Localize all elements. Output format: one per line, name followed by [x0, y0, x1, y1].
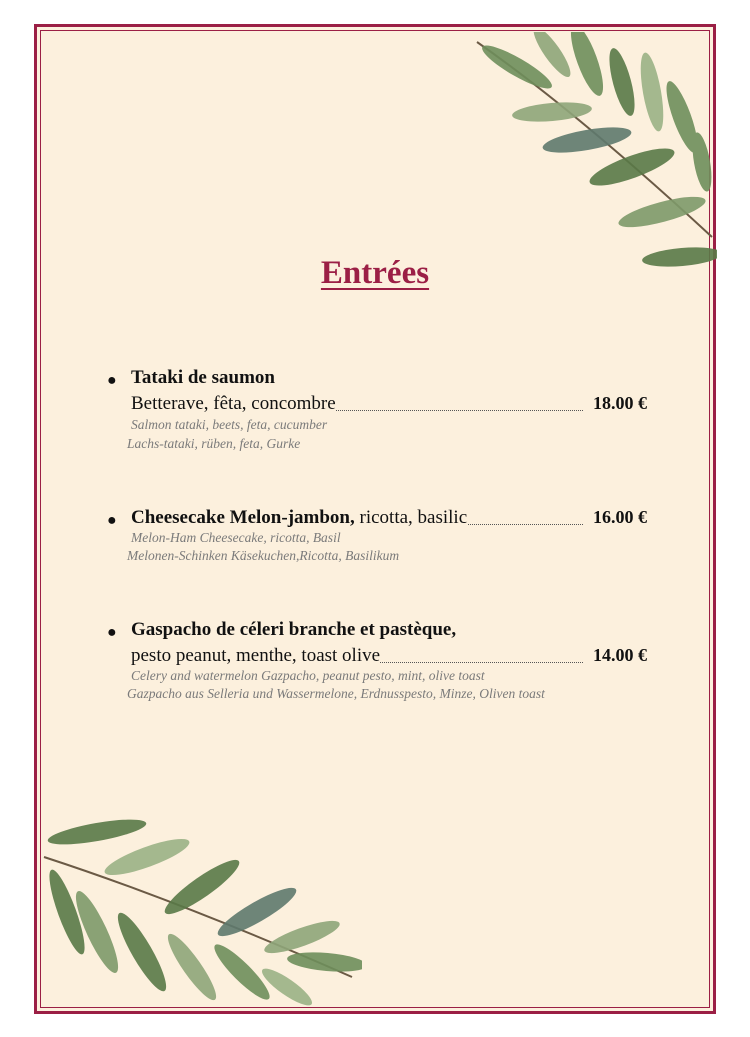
item-description: Betterave, fêta, concombre: [131, 393, 336, 414]
item-price: 14.00 €: [593, 645, 647, 665]
item-description: pesto peanut, menthe, toast olive: [131, 645, 381, 666]
olive-branch-bottom-icon: [42, 802, 362, 1007]
item-name-group: [131, 507, 467, 529]
bullet-icon: ●: [107, 624, 117, 641]
olive-branch-top-icon: [457, 32, 717, 277]
item-description-line: [131, 645, 647, 669]
item-english: Salmon tataki, beets, feta, cucumber: [131, 417, 328, 432]
page-title: Entrées: [320, 255, 430, 291]
bullet-icon: ●: [107, 372, 117, 389]
item-description: ricotta, basilic: [354, 507, 468, 528]
item-name: Tataki de saumon: [131, 367, 275, 388]
item-name: Cheesecake Melon-jambon,: [131, 507, 355, 528]
item-name-line: [131, 619, 647, 643]
item-price: 16.00 €: [593, 507, 647, 527]
item-german: Melonen-Schinken Käsekuchen,Ricotta, Basilikum: [127, 548, 400, 563]
menu-page: [34, 24, 716, 1014]
item-german: Gazpacho aus Selleria und Wassermelone, Erdnusspesto, Minze, Oliven toast: [127, 686, 545, 701]
bullet-icon: ●: [107, 512, 117, 529]
item-name-line: [131, 367, 647, 391]
item-price: 18.00 €: [593, 393, 647, 413]
item-name: Gaspacho de céleri branche et pastèque,: [131, 619, 457, 640]
item-german: Lachs-tataki, rüben, feta, Gurke: [127, 436, 301, 451]
item-english: Celery and watermelon Gazpacho, peanut pesto, mint, olive toast: [131, 668, 485, 683]
item-english: Melon-Ham Cheesecake, ricotta, Basil: [131, 530, 341, 545]
item-description-line: [131, 393, 647, 417]
item-name-line: [131, 507, 647, 531]
